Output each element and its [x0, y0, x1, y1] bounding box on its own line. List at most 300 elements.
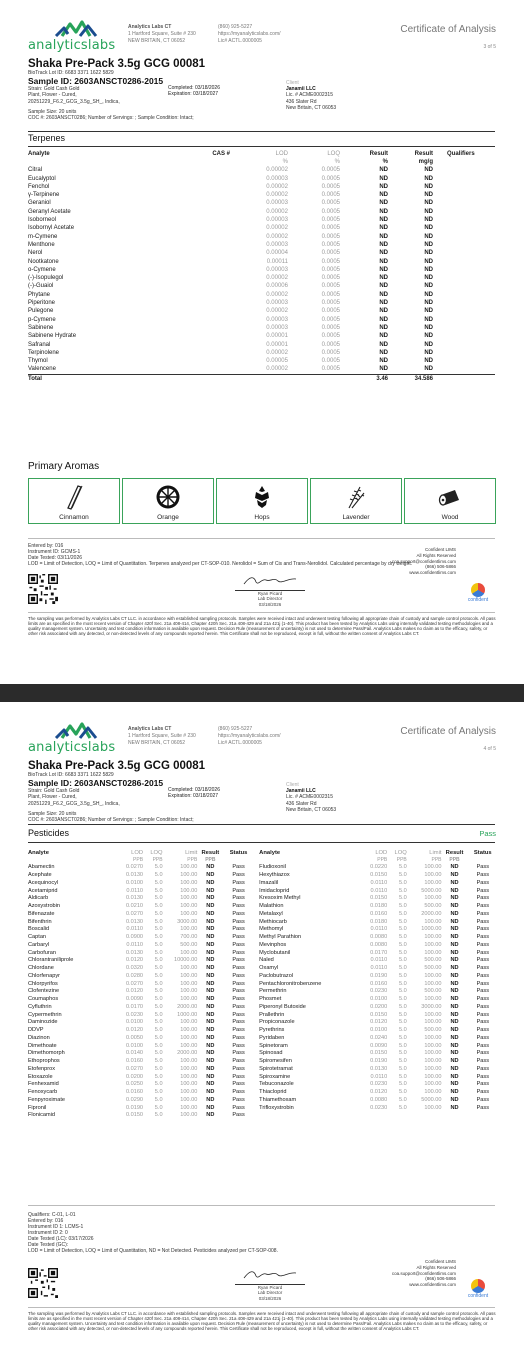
lod-value: 0.00002	[266, 349, 288, 356]
result-value: ND	[450, 1096, 459, 1103]
loq-value: 5.0	[399, 1089, 407, 1095]
loq-value: 5.0	[399, 879, 407, 886]
status-value: Pass	[232, 1034, 245, 1041]
result-value: ND	[450, 910, 459, 917]
loq-value: 0.0005	[321, 225, 340, 232]
loq-value: 0.0005	[321, 308, 340, 315]
status-value: Pass	[232, 980, 245, 987]
qualifier	[433, 274, 495, 282]
lod-value: 0.0080	[370, 941, 388, 948]
loq-value: 5.0	[399, 996, 407, 1002]
coa-page-pesticides	[0, 702, 524, 1369]
col-analyte: Analyte	[259, 850, 281, 857]
limit-value: 5000.00	[421, 887, 442, 894]
result-pct: ND	[379, 358, 388, 365]
analyte-name: Bifenazate	[28, 910, 55, 917]
table-row	[28, 1081, 498, 1089]
product-name: Shaka Pre-Pack 3.5g GCG 00081	[28, 58, 206, 70]
status-value: Pass	[476, 1034, 489, 1041]
status-value: Pass	[476, 918, 489, 925]
qualifier	[433, 316, 495, 324]
analyte-name: Captan	[28, 934, 47, 940]
table-row	[28, 365, 495, 374]
result-value: ND	[450, 1058, 459, 1064]
analyte-name: Trifloxystrobin	[259, 1104, 294, 1111]
analyte-name: DDVP	[28, 1027, 44, 1033]
result-pct: ND	[379, 316, 388, 323]
units-row	[28, 158, 495, 166]
result-pct: ND	[379, 200, 388, 207]
sample-size: Sample Size: 20 units	[28, 810, 77, 817]
result-value: ND	[450, 903, 459, 909]
status-value: Pass	[476, 1003, 489, 1010]
loq-value: 5.0	[399, 1104, 407, 1111]
result-value: ND	[206, 988, 215, 995]
result-pct: ND	[379, 258, 388, 265]
unit-lod: PPB	[133, 856, 144, 863]
status-value: Pass	[232, 1089, 245, 1095]
footer-divider	[28, 1307, 495, 1308]
analyte-name: Thiamethoxam	[259, 1096, 297, 1103]
result-mg: ND	[424, 258, 433, 265]
terpenes-title: Terpenes	[28, 133, 66, 143]
result-pct: ND	[379, 175, 388, 182]
table-row	[28, 957, 498, 965]
result-pct: ND	[379, 324, 388, 331]
terpenes-body	[28, 166, 495, 383]
qr-code[interactable]	[28, 574, 58, 604]
limit-value: 10000.00	[173, 957, 198, 964]
status-value: Pass	[232, 972, 245, 979]
loq-value: 5.0	[399, 957, 407, 964]
limit-value: 100.00	[180, 949, 198, 956]
lod-value: 0.0160	[370, 980, 388, 987]
table-row	[28, 911, 498, 919]
instrument-id-1: Instrument ID 1: LCMS-1	[28, 1224, 84, 1230]
limit-value: 1000.00	[177, 1011, 198, 1018]
loq-value: 0.0005	[321, 316, 340, 323]
aroma-label: Wood	[441, 514, 459, 521]
cas-number	[188, 349, 230, 357]
result-mg: ND	[424, 283, 433, 290]
qualifier	[433, 324, 495, 332]
client-info	[286, 782, 336, 813]
analyte-name: Methomyl	[259, 926, 284, 933]
lab-address-line2: NEW BRITAIN, CT 06052	[128, 740, 186, 746]
qualifier	[433, 175, 495, 183]
loq-value: 5.0	[154, 1065, 163, 1072]
result-value: ND	[206, 949, 215, 956]
loq-value: 0.0005	[321, 324, 340, 331]
loq-value: 5.0	[154, 887, 163, 894]
sample-id: Sample ID: 2603ANSCT0286-2015	[28, 76, 164, 87]
cas-number	[188, 266, 230, 274]
analyte-name: Mevinphos	[259, 941, 287, 948]
company-logo	[28, 716, 123, 756]
status-value: Pass	[476, 864, 489, 871]
table-row	[28, 888, 498, 896]
table-row	[28, 1019, 498, 1027]
unit-limit: PPB	[431, 856, 442, 863]
analyte-name: Chlorpyrifos	[28, 980, 58, 987]
table-row	[28, 864, 498, 872]
analyte-name: Acephate	[28, 872, 52, 878]
loq-value: 5.0	[399, 972, 407, 979]
lod-value: 0.00002	[266, 291, 288, 298]
table-row	[28, 996, 498, 1004]
status-value: Pass	[476, 1019, 489, 1026]
status-value: Pass	[476, 887, 489, 894]
result-value: ND	[206, 1096, 215, 1103]
result-value: ND	[450, 895, 459, 902]
col-analyte: Analyte	[28, 151, 50, 157]
analyte-name: Nerol	[28, 250, 43, 257]
qr-code[interactable]	[28, 1268, 58, 1298]
cas-number	[188, 241, 230, 249]
status-value: Pass	[232, 1065, 245, 1072]
status-value: Pass	[476, 957, 489, 964]
result-mg: ND	[424, 291, 433, 298]
limit-value: 500.00	[424, 1027, 442, 1033]
lab-info	[128, 24, 196, 45]
result-value: ND	[206, 965, 215, 971]
confident-contact	[392, 547, 456, 576]
result-mg: ND	[424, 217, 433, 224]
lod-value: 0.0150	[370, 1050, 388, 1057]
qualifier	[433, 224, 495, 232]
result-value: ND	[206, 1112, 215, 1119]
analyte-name: Nootkatone	[28, 258, 59, 265]
limit-value: 500.00	[424, 988, 442, 995]
table-row	[28, 175, 495, 183]
analyte-name: Acetamiprid	[28, 887, 58, 894]
table-row	[28, 988, 498, 996]
confident-logo-icon	[471, 583, 485, 597]
lod-value: 0.0110	[126, 926, 144, 933]
lod-value: 0.0270	[125, 864, 144, 871]
limit-value: 3000.00	[421, 1003, 442, 1010]
status-value: Pass	[476, 941, 489, 948]
status-value: Pass	[232, 1073, 245, 1080]
loq-value: 5.0	[399, 1042, 407, 1049]
col-status: Status	[229, 850, 248, 857]
analyte-name: Clofentezine	[28, 988, 60, 995]
analyte-name: Bifenthrin	[28, 918, 52, 925]
loq-value: 5.0	[154, 879, 163, 886]
table-row	[28, 183, 495, 191]
analyte-name: Safranal	[28, 341, 51, 348]
lod-value: 0.00003	[266, 241, 288, 248]
sample-id: Sample ID: 2603ANSCT0286-2015	[28, 778, 164, 789]
total-row	[28, 374, 495, 383]
loq-value: 5.0	[399, 910, 407, 917]
table-row	[28, 926, 498, 934]
lod-value: 0.0160	[370, 910, 388, 917]
limit-value: 1000.00	[421, 926, 442, 933]
unit-result: PPB	[205, 856, 216, 863]
analyte-name: Sabinene Hydrate	[28, 333, 77, 340]
loq-value: 0.0005	[321, 300, 340, 307]
qualifier	[433, 307, 495, 315]
result-value: ND	[450, 872, 459, 878]
qualifier	[433, 208, 495, 216]
document-title: Certificate of Analysis	[400, 24, 496, 35]
cas-number	[188, 199, 230, 207]
lod-value: 0.00002	[266, 183, 288, 190]
lod-value: 0.0250	[125, 1081, 144, 1088]
lod-value: 0.0240	[370, 1034, 388, 1041]
cas-number	[188, 291, 230, 299]
status-value: Pass	[476, 1058, 489, 1064]
page-number: 3 of 5	[483, 44, 496, 50]
entered-by: Entered by: 016	[28, 1218, 64, 1224]
result-mg: ND	[424, 167, 433, 174]
qualifier	[433, 266, 495, 274]
lod-value: 0.0090	[370, 1042, 388, 1049]
analyte-name: Thymol	[28, 358, 48, 365]
loq-value: 5.0	[154, 1027, 163, 1033]
limit-value: 2000.00	[177, 1003, 198, 1010]
lod-value: 0.0100	[125, 1042, 144, 1049]
lod-value: 0.0230	[370, 1104, 388, 1111]
analyte-name: Fenchol	[28, 183, 50, 190]
result-value: ND	[450, 1011, 459, 1018]
status-value: Pass	[476, 1104, 489, 1111]
loq-value: 0.0005	[321, 366, 340, 373]
status-value: Pass	[476, 1096, 489, 1103]
cas-number	[188, 224, 230, 232]
table-row	[28, 282, 495, 290]
unit-lod: PPB	[377, 856, 388, 863]
loq-value: 0.0005	[321, 283, 340, 290]
loq-value: 5.0	[154, 996, 163, 1002]
limit-value: 100.00	[180, 1042, 198, 1049]
limit-value: 100.00	[180, 1081, 198, 1088]
table-row	[28, 1027, 498, 1035]
confident-website[interactable]: www.confidentlims.com	[409, 1282, 456, 1288]
result-pct: ND	[379, 167, 388, 174]
section-divider	[28, 146, 495, 147]
lod-value: 0.0100	[125, 1019, 144, 1026]
client-label: Client	[286, 782, 299, 788]
qualifier	[433, 241, 495, 249]
result-mg: ND	[424, 275, 433, 282]
confident-logo	[460, 1279, 496, 1300]
loq-value: 5.0	[399, 1096, 407, 1103]
analyte-name: Imidacloprid	[259, 887, 290, 894]
aroma-card	[122, 478, 214, 524]
lod-value: 0.0150	[370, 872, 388, 878]
result-value: ND	[206, 1027, 215, 1033]
logo-mountains-icon	[28, 14, 123, 40]
loq-value: 5.0	[154, 1003, 163, 1010]
limit-value: 100.00	[180, 1089, 198, 1095]
lod-value: 0.0150	[370, 895, 388, 902]
table-row	[28, 341, 495, 349]
limit-value: 100.00	[424, 1058, 442, 1064]
loq-value: 5.0	[154, 1011, 163, 1018]
result-value: ND	[206, 1065, 215, 1072]
result-pct: ND	[379, 333, 388, 340]
loq-value: 5.0	[154, 941, 163, 948]
result-value: ND	[450, 980, 459, 987]
limit-value: 100.00	[424, 941, 442, 948]
status-value: Pass	[232, 1081, 245, 1088]
lod-value: 0.0110	[370, 879, 388, 886]
result-value: ND	[450, 972, 459, 979]
cas-number	[188, 274, 230, 282]
biotrack-id: BioTrack Lot ID: 6683 3371 1622 5829	[28, 70, 114, 76]
col-limit: Limit	[429, 850, 442, 857]
lod-value: 0.0140	[125, 1050, 144, 1057]
col-cas: CAS #	[212, 151, 230, 157]
status-value: Pass	[232, 1096, 245, 1103]
lod-value: 0.0120	[370, 1089, 388, 1095]
section-divider	[28, 842, 495, 843]
loq-value: 0.0005	[321, 200, 340, 207]
col-lod: LOD	[275, 151, 288, 157]
total-pct: 3.46	[340, 374, 388, 383]
limit-value: 2000.00	[421, 910, 442, 917]
signature-image	[240, 574, 300, 588]
loq-value: 5.0	[399, 1011, 407, 1018]
signature-image	[240, 1268, 300, 1282]
lab-address-line1: 1 Hartford Square, Suite # 230	[128, 31, 196, 37]
limit-value: 100.00	[180, 972, 198, 979]
table-row	[28, 1089, 498, 1097]
footer-divider	[28, 1205, 495, 1206]
cas-number	[188, 175, 230, 183]
table-row	[28, 903, 498, 911]
pesticides-title: Pesticides	[28, 828, 70, 838]
table-row	[28, 324, 495, 332]
analyte-name: Ethoprophos	[28, 1058, 60, 1064]
confident-phone: (866) 506-5866	[425, 1276, 456, 1282]
section-divider	[28, 824, 495, 825]
lod-value: 0.0230	[370, 1081, 388, 1088]
analyte-name: Valencene	[28, 366, 56, 373]
result-value: ND	[450, 1027, 459, 1033]
result-value: ND	[206, 972, 215, 979]
analyte-name: Pyridaben	[259, 1034, 285, 1041]
biotrack-id: BioTrack Lot ID: 6683 3371 1622 5829	[28, 772, 114, 778]
loq-value: 0.0005	[321, 275, 340, 282]
table-row	[28, 249, 495, 257]
date-tested-gc: Date Tested (GC):	[28, 1242, 69, 1248]
status-value: Pass	[232, 957, 245, 964]
result-pct: ND	[379, 183, 388, 190]
analyte-name: Chlorfenapyr	[28, 972, 61, 979]
analyte-name: Menthone	[28, 241, 55, 248]
loq-value: 0.0005	[321, 175, 340, 182]
result-value: ND	[206, 1034, 215, 1041]
status-value: Pass	[232, 864, 245, 871]
qualifier	[433, 258, 495, 266]
loq-value: 5.0	[154, 1096, 163, 1103]
lod-value: 0.0280	[125, 972, 144, 979]
status-value: Pass	[232, 1058, 245, 1064]
result-mg: ND	[424, 183, 433, 190]
confident-website[interactable]: www.confidentlims.com	[409, 570, 456, 576]
limit-value: 100.00	[180, 872, 198, 878]
result-value: ND	[450, 1081, 459, 1088]
instrument-id-2: Instrument ID 2: 0	[28, 1230, 68, 1236]
cas-number	[188, 166, 230, 174]
cas-number	[188, 216, 230, 224]
result-value: ND	[450, 918, 459, 925]
result-value: ND	[206, 926, 215, 933]
analyte-name: p-Cymene	[28, 316, 56, 323]
result-value: ND	[206, 1089, 215, 1095]
qualifier	[433, 365, 495, 374]
analyte-name: Pyrethrins	[259, 1027, 285, 1033]
status-value: Pass	[232, 941, 245, 948]
analyte-name: Pentachloronitrobenzene	[259, 980, 322, 987]
date-tested-lc: Date Tested (LC): 03/17/2026	[28, 1236, 94, 1242]
signature-date: 03/18/2026	[258, 1295, 282, 1301]
table-row	[28, 1105, 498, 1113]
col-result-mg: Result	[414, 151, 433, 157]
result-value: ND	[450, 1065, 459, 1072]
result-mg: ND	[424, 308, 433, 315]
cas-number	[188, 324, 230, 332]
status-value: Pass	[232, 1112, 245, 1119]
status-badge: Pass	[479, 829, 496, 838]
loq-value: 5.0	[399, 1019, 407, 1026]
aroma-label: Lavender	[342, 514, 370, 521]
analyte-name: Paclobutrazol	[259, 972, 294, 979]
lod-value: 0.00003	[266, 324, 288, 331]
table-row	[28, 307, 495, 315]
status-value: Pass	[476, 1073, 489, 1080]
confident-logo	[460, 583, 496, 604]
table-row	[28, 1112, 498, 1120]
loq-value: 0.0005	[321, 250, 340, 257]
result-mg: ND	[424, 358, 433, 365]
loq-value: 5.0	[154, 1058, 163, 1064]
loq-value: 5.0	[154, 1112, 163, 1119]
lod-value: 0.0200	[370, 1003, 388, 1010]
loq-value: 0.0005	[321, 192, 340, 199]
logo-text: analyticslabs	[28, 740, 116, 755]
lod-value: 0.0900	[125, 934, 144, 940]
result-pct: ND	[379, 217, 388, 224]
lod-value: 0.00002	[266, 308, 288, 315]
confident-email[interactable]: coa.support@confidentlims.com	[391, 1270, 456, 1276]
analyte-name: Fludioxonil	[259, 864, 286, 871]
result-pct: ND	[379, 283, 388, 290]
analyte-name: Tebuconazole	[259, 1081, 294, 1088]
analyte-name: Methyl Parathion	[259, 934, 302, 940]
analyte-name: Sabinene	[28, 324, 54, 331]
lod-value: 0.0110	[370, 1073, 388, 1080]
lod-value: 0.0130	[125, 872, 144, 878]
lod-value: 0.0110	[370, 965, 388, 971]
result-value: ND	[450, 1042, 459, 1049]
limit-value: 100.00	[424, 879, 442, 886]
limit-value: 100.00	[180, 895, 198, 902]
lab-phone: (860) 925-5227	[218, 24, 253, 30]
loq-value: 0.0005	[321, 333, 340, 340]
analyte-name: Chlordane	[28, 965, 54, 971]
lod-value: 0.00001	[266, 333, 288, 340]
table-header-row	[28, 150, 495, 158]
cas-number	[188, 208, 230, 216]
loq-value: 5.0	[154, 1081, 163, 1088]
lod-value: 0.0080	[370, 1096, 388, 1103]
confident-email[interactable]: coa.support@confidentlims.com	[391, 558, 456, 564]
signer-title: Lab Director	[257, 1290, 283, 1295]
